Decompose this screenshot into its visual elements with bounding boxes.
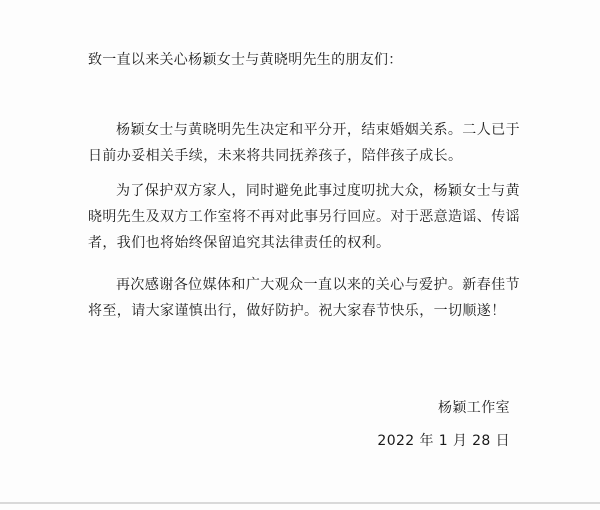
letter-date: 2022 年 1 月 28 日: [377, 433, 510, 449]
letter-greeting: 致一直以来关心杨颖女士与黄晓明先生的朋友们：: [88, 52, 403, 68]
letter-signature: 杨颖工作室: [438, 400, 510, 416]
paragraph-no-further-response: 为了保护双方家人，同时避免此事过度叨扰大众，杨颖女士与黄晓明先生及双方工作室将不再对此事另行回应。对于恶意造谣、传谣者，我们也将始终保留追究其法律责任的权利。: [88, 183, 520, 251]
paragraph-divorce-announcement: 杨颖女士与黄晓明先生决定和平分开，结束婚姻关系。二人已于日前办妥相关手续，未来将共同抚养孩子，陪伴孩子成长。: [88, 122, 520, 164]
paragraph-thanks-and-wishes: 再次感谢各位媒体和广大观众一直以来的关心与爱护。新春佳节将至，请大家谨慎出行，做好防护。祝大家春节快乐，一切顺遂！: [88, 277, 520, 319]
page-bottom-divider: [0, 502, 600, 504]
